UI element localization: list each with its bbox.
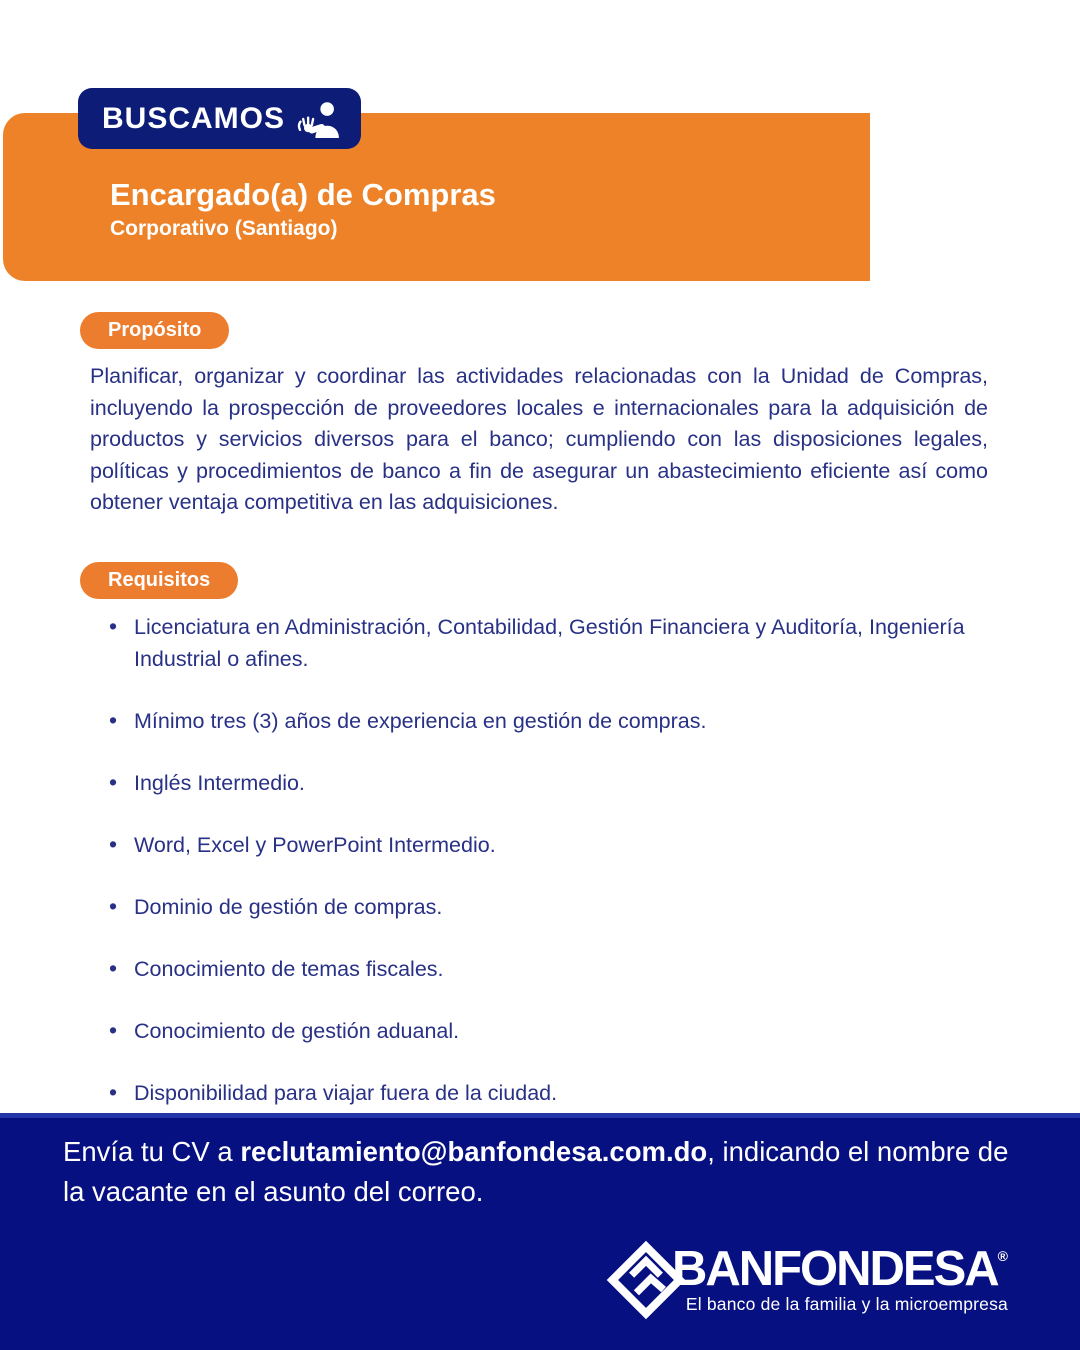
recruitment-email[interactable]: reclutamiento@banfondesa.com.do [240,1136,708,1167]
job-title: Encargado(a) de Compras [110,177,496,212]
purpose-text: Planificar, organizar y coordinar las actividades relacionadas con la Unidad de Compras, incluyendo la prospección de proveedores locales e internacionales para la adquisición de productos y servicios diversos para el banco; cumpliendo con las disposiciones legales, políticas y procedimientos de banco a fin de asegurar un abastecimiento eficiente así como obtener ventaja competitiva en las adquisiciones. [90,364,988,514]
person-waving-icon [297,100,341,138]
registered-mark: ® [997,1247,1008,1264]
cv-instructions-before: Envía tu CV a [63,1136,241,1167]
requirements-list [107,611,991,1139]
logo-wordmark [671,1241,1008,1296]
requirements-pill-label: Requisitos [108,569,211,591]
requirement-item: • Mínimo tres (3) años de experiencia en gestión de compras. [107,705,991,737]
requirement-item: • Dominio de gestión de compras. [107,891,991,923]
requirement-item: • Conocimiento de temas fiscales. [107,953,991,985]
job-subtitle: Corporativo (Santiago) [110,217,338,240]
requirement-item: • Inglés Intermedio. [107,767,991,799]
purpose-pill [80,312,229,349]
logo-name: BANFONDESA [671,1241,998,1296]
logo-text [671,1241,1008,1315]
requirement-item: • Word, Excel y PowerPoint Intermedio. [107,829,991,861]
cv-instructions [63,1132,1013,1212]
cv-instructions-after: , indicando el nombre de la vacante en el asunto del correo. [63,1136,1009,1207]
requirement-item: • Conocimiento de gestión aduanal. [107,1015,991,1047]
buscamos-badge [78,88,361,149]
buscamos-label: BUSCAMOS [102,101,286,135]
logo-tagline: El banco de la familia y la microempresa [685,1293,1008,1314]
banfondesa-logo [606,1240,1008,1320]
purpose-pill-label: Propósito [108,319,202,341]
requirements-pill [80,562,238,599]
requirement-item: • Disponibilidad para viajar fuera de la ciudad. [107,1077,991,1109]
footer [0,1113,1080,1350]
requirement-item: • Licenciatura en Administración, Contabilidad, Gestión Financiera y Auditoría, Ingeniería Industrial o afines. [107,611,991,675]
